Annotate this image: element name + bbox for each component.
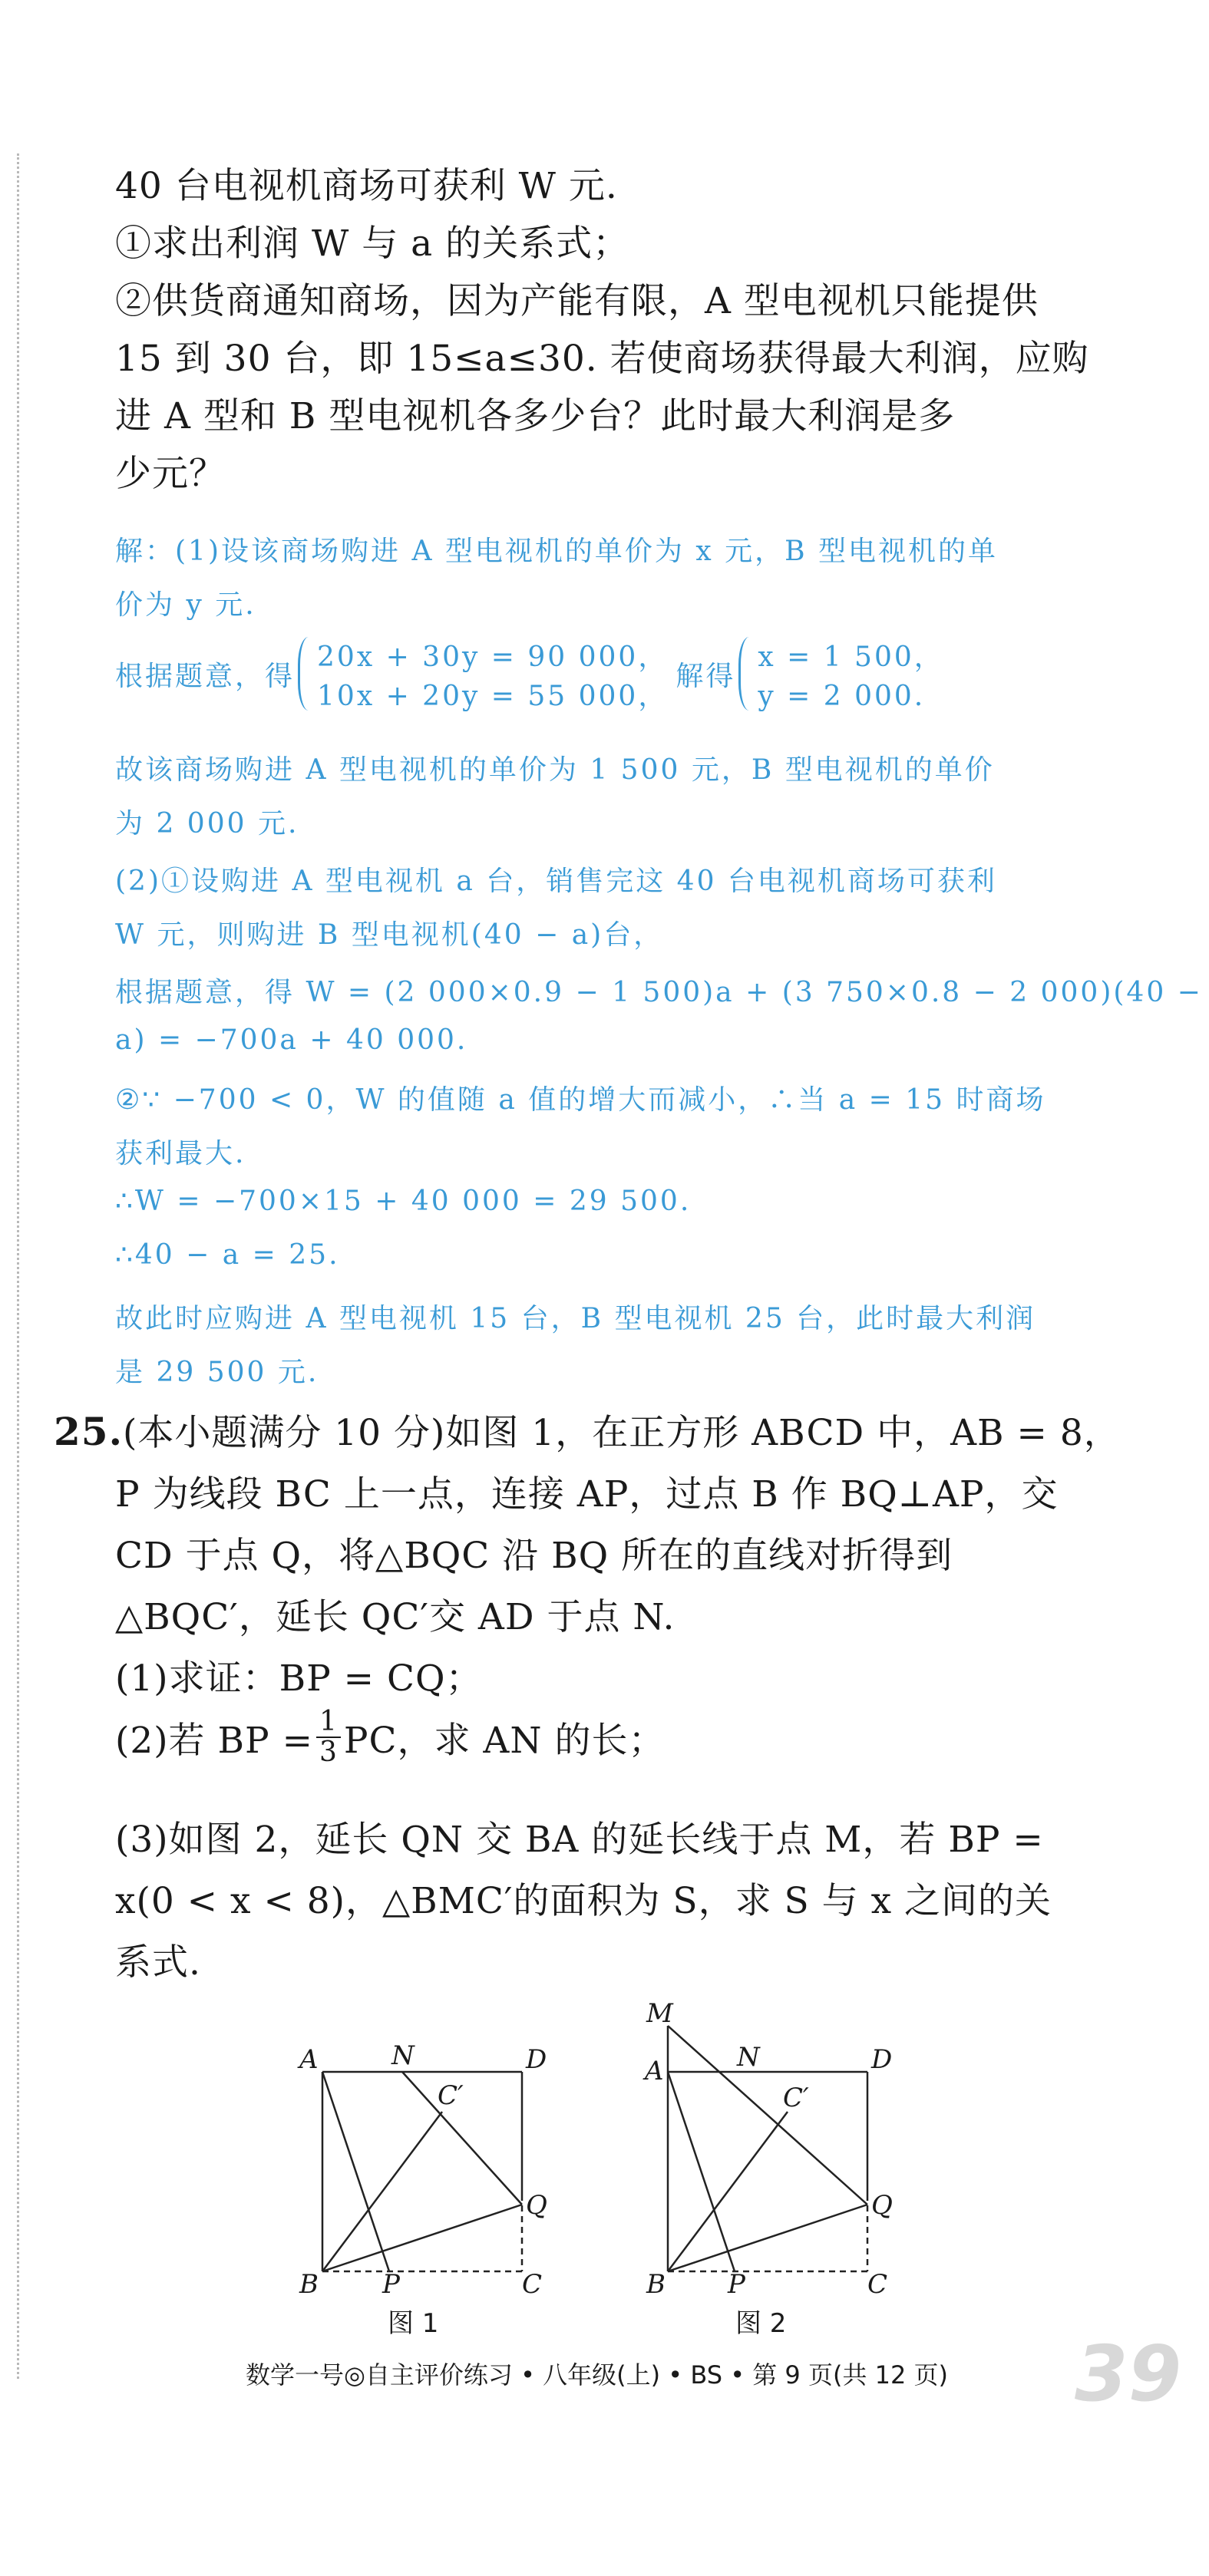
fig2-label-c-prime: C′ xyxy=(783,2083,809,2113)
fraction-denominator: 3 xyxy=(319,1737,338,1768)
solution-system-line xyxy=(115,635,944,712)
margin-dotted-line xyxy=(17,153,19,2379)
solution-line-11: 获利最大. xyxy=(115,1138,246,1169)
solution-line-15: 是 29 500 元. xyxy=(115,1357,319,1388)
fig2-seg-ap xyxy=(668,2072,735,2271)
figure-2-caption: 图 2 xyxy=(735,2308,787,2339)
solution-line-13: ∴40 − a = 25. xyxy=(115,1239,340,1271)
solution-line-5: 为 2 000 元. xyxy=(115,808,299,839)
solution-solve-word: 解得 xyxy=(676,660,736,692)
fig2-label-b: B xyxy=(646,2269,666,2294)
fig2-seg-qm xyxy=(668,2026,867,2205)
left-brace-2 xyxy=(738,637,753,711)
fraction-one-third xyxy=(316,1707,341,1767)
fig1-label-q: Q xyxy=(526,2190,547,2221)
q25-part-3a: (3)如图 2，延长 QN 交 BA 的延长线于点 M，若 BP = xyxy=(115,1819,1044,1861)
solution-list xyxy=(758,635,943,712)
question-line-1: 40 台电视机商场可获利 W 元. xyxy=(115,165,618,207)
q25-line-2: P 为线段 BC 上一点，连接 AP，过点 B 作 BQ⊥AP，交 xyxy=(115,1473,1059,1516)
equation-1: 20x + 30y = 90 000， xyxy=(317,642,669,673)
fig1-label-p: P xyxy=(382,2269,400,2294)
fig2-seg-bq xyxy=(668,2205,867,2271)
figure-2 xyxy=(637,1995,898,2294)
solution-line-1: 解：(1)设该商场购进 A 型电视机的单价为 x 元，B 型电视机的单 xyxy=(115,536,998,567)
fig1-label-a: A xyxy=(299,2044,319,2075)
question-line-6: 少元？ xyxy=(115,453,226,495)
q25-part-2-prefix: (2)若 BP = xyxy=(115,1719,313,1762)
q25-line-4: △BQC′，延长 QC′交 AD 于点 N. xyxy=(115,1596,676,1638)
q25-part-2 xyxy=(115,1707,665,1767)
solution-line-8: 根据题意，得 W = (2 000×0.9 − 1 500)a + (3 750×0.8 − 2 000)(40 − xyxy=(115,977,1203,1008)
fig1-label-b: B xyxy=(299,2269,319,2294)
fig2-label-q: Q xyxy=(871,2190,893,2221)
fig1-seg-ap xyxy=(322,2072,389,2271)
solution-system xyxy=(735,635,943,712)
q25-line-1-text: (本小题满分 10 分)如图 1，在正方形 ABCD 中，AB = 8， xyxy=(123,1412,1121,1454)
fig1-label-c-prime: C′ xyxy=(438,2080,464,2111)
fig2-seg-bc-prime xyxy=(668,2112,788,2271)
equation-system xyxy=(295,635,668,712)
q25-part-3c: 系式. xyxy=(115,1941,201,1984)
solution-line-10: ②∵ −700 < 0，W 的值随 a 值的增大而减小，∴当 a = 15 时商场 xyxy=(115,1084,1046,1116)
question-line-4: 15 到 30 台，即 15≤a≤30. 若使商场获得最大利润，应购 xyxy=(115,338,1089,380)
fig2-label-a: A xyxy=(645,2056,664,2086)
solution-x: x = 1 500， xyxy=(758,642,944,673)
fig1-label-d: D xyxy=(526,2044,547,2075)
q25-number: 25. xyxy=(54,1409,123,1454)
q25-line-1 xyxy=(54,1404,1121,1456)
solution-y: y = 2 000. xyxy=(758,681,926,712)
q25-line-3: CD 于点 Q，将△BQC 沿 BQ 所在的直线对折得到 xyxy=(115,1535,953,1577)
page-footer: 数学一号◎自主评价练习 • 八年级(上) • BS • 第 9 页(共 12 页) xyxy=(246,2360,948,2390)
page-number: 39 xyxy=(1075,2329,1182,2419)
solution-system-prefix: 根据题意，得 xyxy=(115,660,296,692)
solution-line-7: W 元，则购进 B 型电视机(40 − a)台， xyxy=(115,919,664,951)
solution-line-6: (2)①设购进 A 型电视机 a 台，销售完这 40 台电视机商场可获利 xyxy=(115,866,997,897)
fig1-label-n: N xyxy=(391,2041,415,2071)
fraction-numerator: 1 xyxy=(316,1707,341,1738)
question-line-5: 进 A 型和 B 型电视机各多少台？此时最大利润是多 xyxy=(115,395,956,437)
solution-line-9: a) = −700a + 40 000. xyxy=(115,1024,468,1056)
figure-1 xyxy=(292,2041,553,2294)
q25-part-1: (1)求证：BP = CQ； xyxy=(115,1657,483,1700)
solution-line-12: ∴W = −700×15 + 40 000 = 29 500. xyxy=(115,1186,692,1217)
left-brace xyxy=(298,637,312,711)
figure-1-caption: 图 1 xyxy=(388,2308,439,2339)
fig1-seg-bc-prime xyxy=(322,2112,442,2271)
fig2-label-c: C xyxy=(867,2269,888,2294)
equation-list xyxy=(317,635,668,712)
question-line-2: ①求出利润 W 与 a 的关系式； xyxy=(115,223,630,265)
solution-line-14: 故此时应购进 A 型电视机 15 台，B 型电视机 25 台，此时最大利润 xyxy=(115,1303,1036,1334)
fig2-label-n: N xyxy=(737,2042,760,2073)
solution-line-4: 故该商场购进 A 型电视机的单价为 1 500 元，B 型电视机的单价 xyxy=(115,754,995,786)
fig2-label-m: M xyxy=(646,1998,673,2029)
fig2-label-p: P xyxy=(728,2269,745,2294)
q25-part-3b: x(0 < x < 8)，△BMC′的面积为 S，求 S 与 x 之间的关 xyxy=(115,1880,1052,1922)
question-line-3: ②供货商通知商场，因为产能有限，A 型电视机只能提供 xyxy=(115,280,1039,322)
q25-part-2-suffix: PC，求 AN 的长； xyxy=(343,1719,666,1762)
solution-line-2: 价为 y 元. xyxy=(115,589,256,621)
fig1-seg-bq xyxy=(322,2205,522,2271)
fig1-label-c: C xyxy=(522,2269,543,2294)
fig2-label-d: D xyxy=(871,2044,893,2075)
equation-2: 10x + 20y = 55 000， xyxy=(317,681,669,712)
